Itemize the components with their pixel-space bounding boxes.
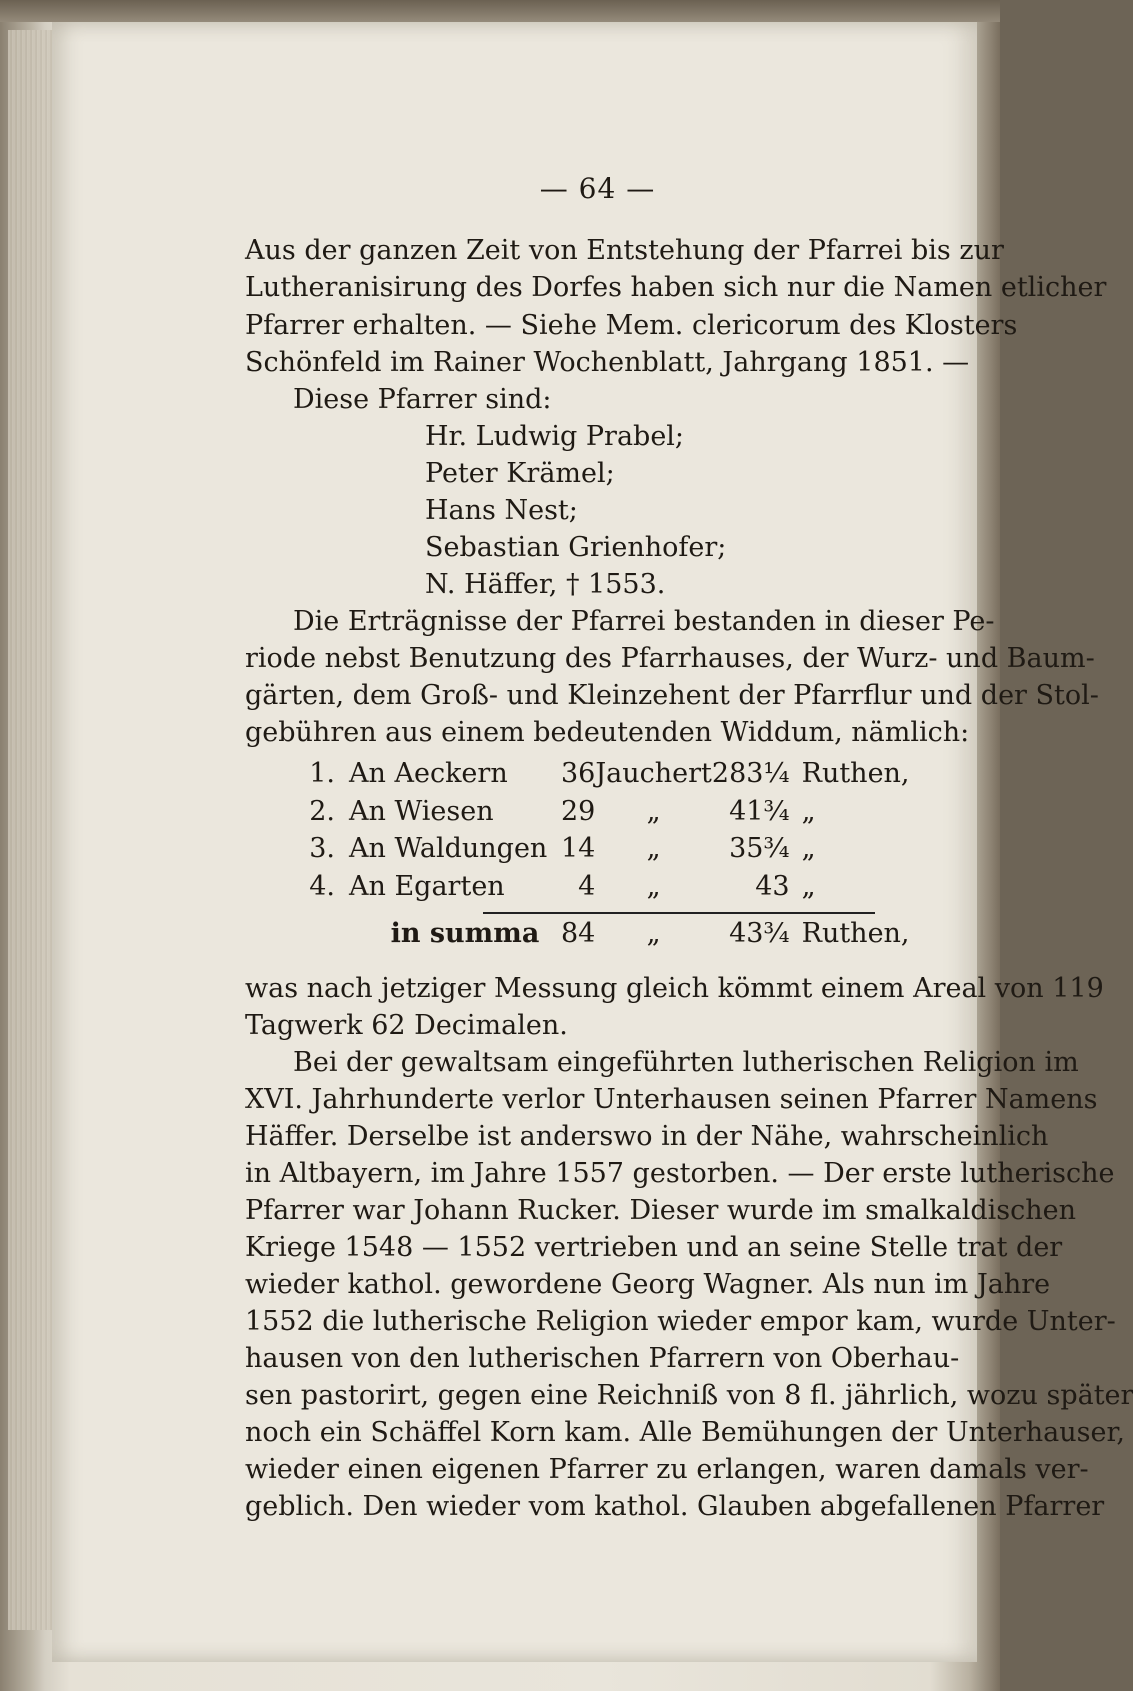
text-line: noch ein Schäffel Korn kam. Alle Bemühungen der Unterhauser, <box>245 1417 1126 1448</box>
jauchert-value: 14 <box>560 833 596 864</box>
text-line: XVI. Jahrhunderte verlor Unterhausen seinen Pfarrer Namens <box>245 1084 1098 1115</box>
jauchert-unit: „ <box>646 833 661 864</box>
sum-label: in summa <box>390 918 540 949</box>
ruthen-value: 43 <box>755 870 790 902</box>
jauchert-value: 36 <box>560 758 596 789</box>
ruthen-value: 41¾ <box>729 795 790 827</box>
text-line: wieder kathol. gewordene Georg Wagner. Als nun im Jahre <box>245 1269 1051 1300</box>
ruthen-unit: Ruthen, <box>801 758 910 789</box>
text-line: sen pastorirt, gegen eine Reichniß von 8 fl. jährlich, wozu später <box>245 1380 1133 1411</box>
text-line: Pfarrer erhalten. — Siehe Mem. clericorum des Klosters <box>245 310 1018 341</box>
row-number: 4. <box>309 870 335 902</box>
sum-ruthen: 43¾ <box>729 918 790 949</box>
text-line: Kriege 1548 — 1552 vertrieben und an seine Stelle trat der <box>245 1232 1063 1263</box>
land-type: An Egarten <box>349 870 505 902</box>
ruthen-unit: „ <box>801 833 816 864</box>
table-row <box>285 868 932 906</box>
ruthen-value: 35¾ <box>729 833 790 864</box>
land-area-table <box>285 755 932 953</box>
text-line: Aus der ganzen Zeit von Entstehung der Pfarrei bis zur <box>245 235 1004 266</box>
text-line: Die Erträgnisse der Pfarrei bestanden in dieser Pe- <box>293 606 995 637</box>
text-line: Bei der gewaltsam eingeführten lutherischen Religion im <box>293 1047 1079 1078</box>
text-line: riode nebst Benutzung des Pfarrhauses, der Wurz- und Baum- <box>245 643 1095 674</box>
sum-rule <box>483 912 875 914</box>
row-number: 1. <box>309 758 335 789</box>
pastor-name: Peter Krämel; <box>425 458 615 489</box>
land-type: An Waldungen <box>349 833 548 864</box>
text-line: gärten, dem Groß- und Kleinzehent der Pfarrflur und der Stol- <box>245 680 1099 711</box>
page-number: — 64 — <box>539 172 656 205</box>
sum-jauchert: 84 <box>560 918 596 949</box>
pastor-name: Hans Nest; <box>425 495 578 526</box>
text-line: 1552 die lutherische Religion wieder empor kam, wurde Unter- <box>245 1306 1116 1337</box>
table-row <box>285 755 932 793</box>
text-line: Schönfeld im Rainer Wochenblatt, Jahrgang 1851. — <box>245 347 970 378</box>
land-type: An Aeckern <box>349 758 508 789</box>
text-line: Lutheranisirung des Dorfes haben sich nur die Namen etlicher <box>245 272 1107 303</box>
text-line: wieder einen eigenen Pfarrer zu erlangen, waren damals ver- <box>245 1454 1089 1485</box>
sum-spacer <box>285 905 349 953</box>
sum-ruthen-unit: Ruthen, <box>801 918 910 949</box>
ruthen-value: 283¼ <box>711 758 790 789</box>
ruthen-unit: „ <box>801 795 816 827</box>
sum-jauchert-unit: „ <box>646 918 661 949</box>
ruthen-unit: „ <box>801 870 816 902</box>
land-type: An Wiesen <box>349 795 494 827</box>
table-row <box>285 830 932 868</box>
pastor-name: Hr. Ludwig Prabel; <box>425 421 685 452</box>
scan-top-edge <box>0 0 1000 22</box>
pastor-name: Sebastian Grienhofer; <box>425 532 727 563</box>
pastors-intro: Diese Pfarrer sind: <box>293 384 552 415</box>
text-line: in Altbayern, im Jahre 1557 gestorben. — Der erste lutherische <box>245 1158 1115 1189</box>
text-line: was nach jetziger Messung gleich kömmt einem Areal von 119 <box>245 973 1104 1004</box>
jauchert-unit: „ <box>646 870 661 902</box>
jauchert-unit: „ <box>646 795 661 827</box>
row-number: 2. <box>309 795 335 827</box>
pastor-name: N. Häffer, † 1553. <box>425 569 666 600</box>
jauchert-value: 29 <box>560 795 596 827</box>
table-row <box>285 793 932 831</box>
page-stack-edge <box>8 30 52 1630</box>
row-number: 3. <box>309 833 335 864</box>
text-line: Häffer. Derselbe ist anderswo in der Nähe, wahrscheinlich <box>245 1121 1049 1152</box>
text-line: Pfarrer war Johann Rucker. Dieser wurde im smalkaldischen <box>245 1195 1077 1226</box>
jauchert-unit: Jauchert <box>595 758 712 789</box>
jauchert-value: 4 <box>578 870 596 902</box>
text-line: Tagwerk 62 Decimalen. <box>245 1010 568 1041</box>
text-line: geblich. Den wieder vom kathol. Glauben abgefallenen Pfarrer <box>245 1491 1105 1522</box>
text-line: hausen von den lutherischen Pfarrern von Oberhau- <box>245 1343 960 1374</box>
text-line: gebühren aus einem bedeutenden Widdum, nämlich: <box>245 717 970 748</box>
